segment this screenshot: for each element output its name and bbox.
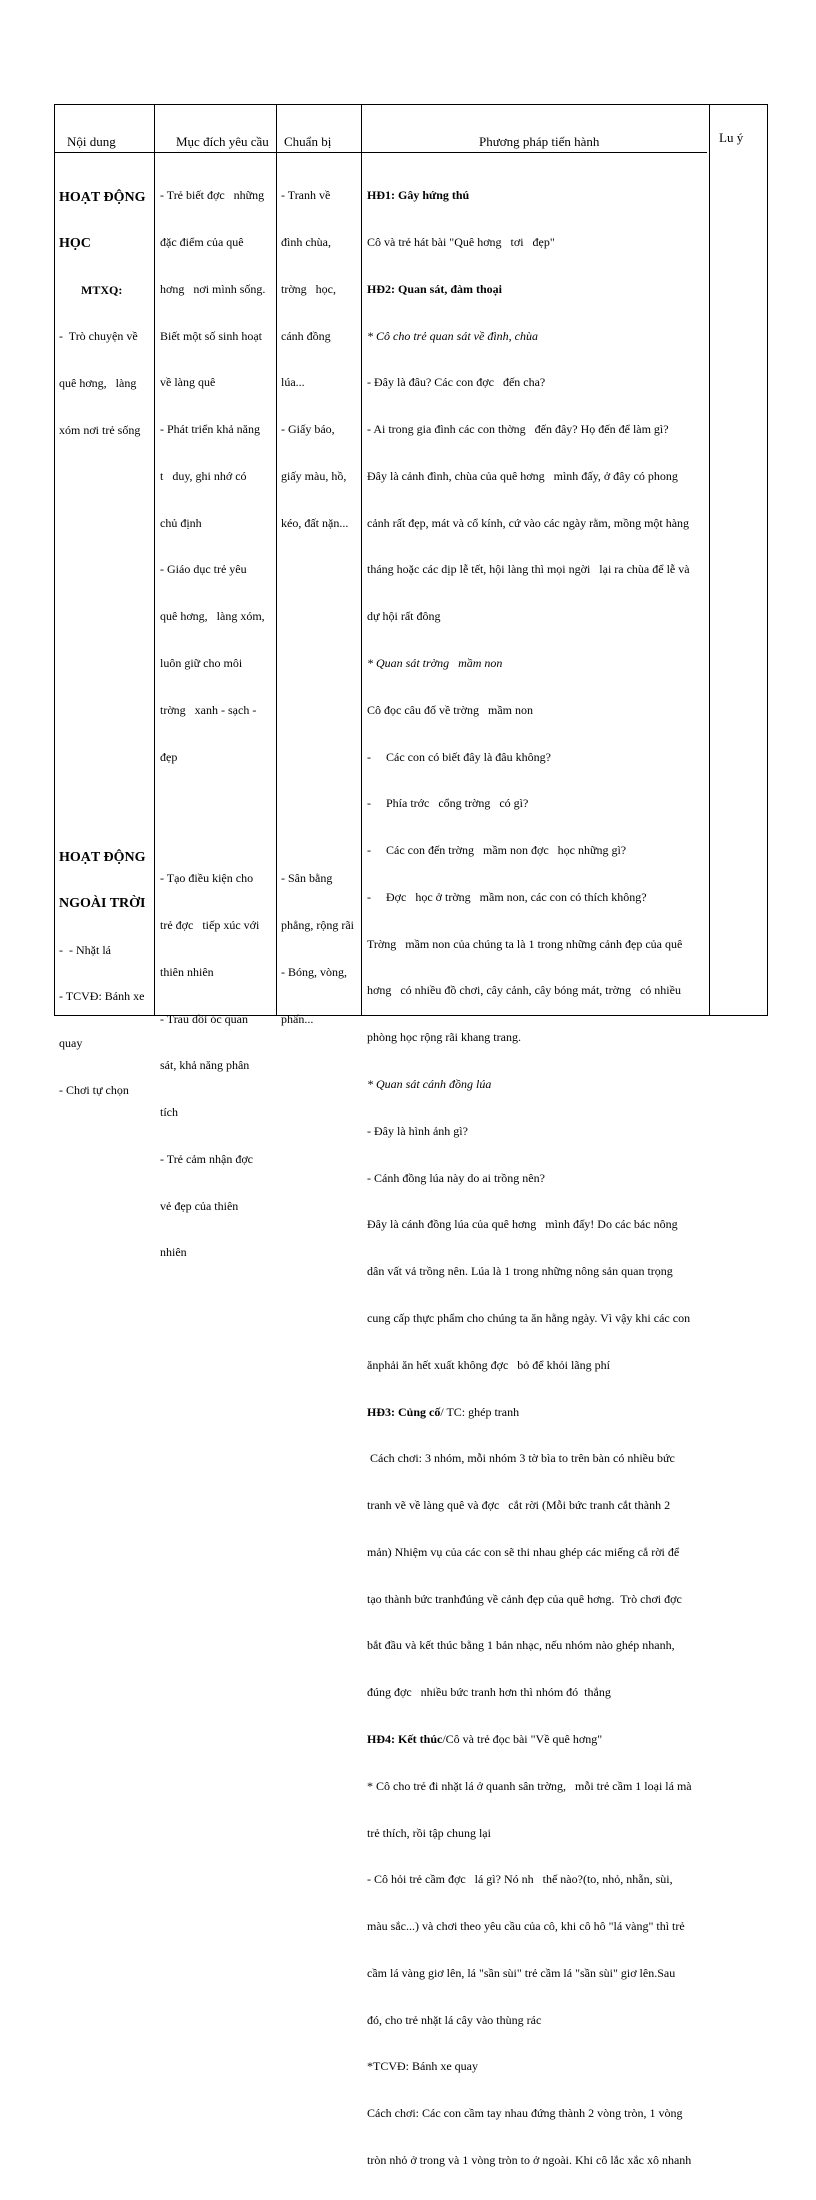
muc-dich-ngoai-troi	[160, 840, 275, 1292]
muc-dich-line: thiên nhiên	[160, 964, 214, 979]
chuan-bi-line: giấy màu, hồ,	[281, 468, 347, 483]
hd-line: * Cô cho trẻ đi nhặt lá ở quanh sân trờng, mỗi trẻ cầm 1 loại lá mà	[367, 1778, 692, 1793]
chuan-bi-line: trờng học,	[281, 281, 337, 296]
hd-line: - Đây là hình ảnh gì?	[367, 1123, 468, 1138]
muc-dich-line: tích	[160, 1105, 178, 1120]
chuan-bi-line: phấn...	[281, 1011, 314, 1026]
muc-dich-line: hơng nơi mình sống.	[160, 281, 266, 296]
hd-line: hơng có nhiều đồ chơi, cây cảnh, cây bóng mát, trờng có nhiều	[367, 983, 681, 998]
muc-dich-line: - Trau dồi óc quan	[160, 1011, 248, 1026]
muc-dich-line: Biết một số sinh hoạt	[160, 328, 262, 343]
hd-line: Đây là cánh đồng lúa của quê hơng mình đấy! Do các bác nông	[367, 1217, 678, 1232]
lesson-plan-table	[54, 104, 768, 2167]
muc-dich-line: vẻ đẹp của thiên	[160, 1198, 239, 1213]
hd-line: - Cô hỏi trẻ cầm đợc lá gì? Nó nh thế nào?(to, nhỏ, nhẵn, sùi,	[367, 1872, 673, 1887]
mamnon-subtitle: * Quan sát trờng mầm non	[367, 656, 503, 670]
hd2-subtitle: * Cô cho trẻ quan sát về đình, chùa	[367, 328, 538, 343]
noi-dung-line: quay	[59, 1036, 83, 1051]
muc-dich-line: - Trẻ cảm nhận đợc	[160, 1151, 253, 1166]
column-divider	[276, 105, 277, 1015]
column-divider	[709, 105, 710, 1015]
hd-line: đúng đợc nhiều bức tranh hơn thì nhóm đó thắng	[367, 1685, 611, 1700]
hd-line: ănphải ăn hết xuất không đợc bỏ để khỏi lãng phí	[367, 1357, 610, 1372]
noi-dung-line: quê hơng, làng	[59, 376, 137, 391]
section-title: NGOÀI TRỜI	[59, 896, 146, 912]
header-luu-y: Lu ý	[719, 130, 744, 145]
hd-line: - Đợc học ở trờng mầm non, các con có thích không?	[367, 889, 647, 904]
chuan-bi-line: - Giấy báo,	[281, 422, 335, 437]
muc-dich-line: - Tạo điều kiện cho	[160, 871, 254, 886]
muc-dich-hoc	[160, 157, 275, 796]
hd-line: Trờng mầm non của chúng ta là 1 trong những cảnh đẹp của quê	[367, 936, 683, 951]
hd-line: Cô đọc câu đố về trờng mầm non	[367, 702, 533, 717]
hd1-title: HĐ1: Gây hứng thú	[367, 188, 470, 203]
chuan-bi-hoc	[281, 157, 361, 562]
hd4-heading	[367, 1732, 707, 1748]
muc-dich-line: trẻ đợc tiếp xúc với	[160, 917, 260, 932]
hd3-heading	[367, 1405, 707, 1421]
hd3-rest: / TC: ghép tranh	[440, 1404, 520, 1419]
noi-dung-line: - - Nhặt lá	[59, 942, 111, 957]
header-chuan-bi: Chuẩn bị	[284, 134, 332, 149]
hd-line: cung cấp thực phẩm cho chúng ta ăn hằng ngày. Vì vậy khi các con	[367, 1310, 691, 1325]
hd3-title: HĐ3: Củng cố	[367, 1404, 441, 1419]
noi-dung-ngoai-troi	[59, 819, 153, 1130]
hd-line: Cách chơi: 3 nhóm, mỗi nhóm 3 tờ bìa to trên bàn có nhiều bức	[367, 1451, 675, 1466]
section-title: HỌC	[59, 236, 91, 252]
header-muc-dich: Mục đích yêu cầu	[176, 134, 269, 149]
chuan-bi-line: - Tranh về	[281, 188, 331, 203]
muc-dich-line: - Phát triển khả năng	[160, 422, 260, 437]
hd-line: mản) Nhiệm vụ của các con sẽ thi nhau ghép các miếng cắ rời để	[367, 1544, 680, 1559]
hd-line: đó, cho trẻ nhặt lá cây vào thùng rác	[367, 2012, 542, 2027]
noi-dung-line: xóm nơi trẻ sống	[59, 422, 141, 437]
muc-dich-line: nhiên	[160, 1245, 187, 1260]
hd-line: màu sắc...) và chơi theo yêu cầu của cô, khi cô hô "lá vàng" thì trẻ	[367, 1919, 685, 1934]
header-noi-dung: Nội dung	[67, 134, 116, 149]
hd-line: tròn nhỏ ở trong và 1 vòng tròn to ở ngoài. Khi cô lắc xắc xô nhanh	[367, 2153, 692, 2167]
hd-line: cảnh rất đẹp, mát và cổ kính, cứ vào các ngày rằm, mồng một hàng	[367, 515, 690, 530]
hd-line: dự hội rất đông	[367, 609, 441, 624]
column-divider	[361, 105, 362, 1015]
hd-line: - Các con đến trờng mầm non đợc học những gì?	[367, 843, 627, 858]
noi-dung-line: - TCVĐ: Bánh xe	[59, 989, 145, 1004]
hd-line: tháng hoặc các dịp lễ tết, hội làng thì mọi ngời lại ra chùa để lễ và	[367, 562, 690, 577]
muc-dich-line: quê hơng, làng xóm,	[160, 609, 265, 624]
noi-dung-hoc	[59, 159, 153, 470]
chuan-bi-line: lúa...	[281, 375, 305, 390]
hd-line: - Các con có biết đây là đâu không?	[367, 749, 551, 764]
header-divider	[55, 152, 707, 153]
hd-line: tạo thành bức tranhđúng về cảnh đẹp của quê hơng. Trò chơi đợc	[367, 1591, 682, 1606]
chuan-bi-line: cánh đồng	[281, 328, 331, 343]
muc-dich-line: trờng xanh - sạch -	[160, 702, 257, 717]
muc-dich-line: - Giáo dục trẻ yêu	[160, 562, 247, 577]
muc-dich-line: đặc điểm của quê	[160, 234, 244, 249]
hd-line: - Phía trớc cổng trờng có gì?	[367, 796, 529, 811]
chuan-bi-line: phẳng, rộng rãi	[281, 917, 354, 932]
hd-line: dân vất vả trồng nên. Lúa là 1 trong những nông sản quan trọng	[367, 1264, 673, 1279]
hd4-rest: /Cô và trẻ đọc bài "Về quê hơng"	[442, 1731, 603, 1746]
noi-dung-line: - Chơi tự chọn	[59, 1082, 129, 1097]
hd-line: Đây là cảnh đình, chùa của quê hơng mình đấy, ở đây có phong	[367, 468, 678, 483]
phuong-phap-hoc	[367, 157, 707, 2200]
hd-line: - Ai trong gia đình các con thờng đến đây? Họ đến để làm gì?	[367, 422, 669, 437]
hd-line: Cô và trẻ hát bài "Quê hơng tơi đẹp"	[367, 234, 555, 249]
muc-dich-line: - Trẻ biết đợc những	[160, 188, 265, 203]
noi-dung-line: - Trò chuyện về	[59, 329, 138, 344]
chuan-bi-line: - Bóng, vòng,	[281, 964, 347, 979]
hd-line: - Cánh đồng lúa này do ai trồng nên?	[367, 1170, 545, 1185]
hd-line: Cách chơi: Các con cầm tay nhau đứng thành 2 vòng tròn, 1 vòng	[367, 2106, 683, 2121]
column-divider	[154, 105, 155, 1015]
muc-dich-line: luôn giữ cho môi	[160, 656, 243, 670]
chuan-bi-line: kéo, đất nặn...	[281, 515, 349, 530]
section-title: HOẠT ĐỘNG	[59, 850, 146, 866]
hd4-title: HĐ4: Kết thúc	[367, 1731, 443, 1746]
muc-dich-line: về làng quê	[160, 375, 216, 390]
hd-line: phòng học rộng rãi khang trang.	[367, 1030, 521, 1045]
hd-line: - Đây là đâu? Các con đợc đến cha?	[367, 375, 546, 390]
hd-line: *TCVĐ: Bánh xe quay	[367, 2059, 478, 2074]
hd-line: bắt đầu và kết thúc bằng 1 bản nhạc, nếu nhóm nào ghép nhanh,	[367, 1638, 675, 1653]
hd-line: tranh vẽ về làng quê và đợc cắt rời (Mỗi bức tranh cắt thành 2	[367, 1498, 671, 1513]
hd-line: cầm lá vàng giơ lên, lá "sần sùi" trẻ cầm lá "sần sùi" giơ lên.Sau	[367, 1965, 676, 1980]
chuan-bi-line: đình chùa,	[281, 234, 331, 249]
muc-dich-line: sát, khả năng phân	[160, 1058, 250, 1073]
mtxq-label: MTXQ:	[81, 282, 123, 297]
hd2-title: HĐ2: Quan sát, đàm thoại	[367, 281, 503, 296]
canhdong-subtitle: * Quan sát cánh đồng lúa	[367, 1077, 492, 1092]
chuan-bi-line: - Sân bằng	[281, 871, 333, 886]
muc-dich-line: chủ định	[160, 515, 202, 530]
muc-dich-line: t duy, ghi nhớ có	[160, 468, 247, 483]
muc-dich-line: đẹp	[160, 749, 178, 764]
hd-line: trẻ thích, rồi tập chung lại	[367, 1825, 491, 1840]
section-title: HOẠT ĐỘNG	[59, 190, 146, 206]
header-phuong-phap: Phương pháp tiến hành	[479, 134, 600, 149]
chuan-bi-ngoai-troi	[281, 840, 361, 1058]
